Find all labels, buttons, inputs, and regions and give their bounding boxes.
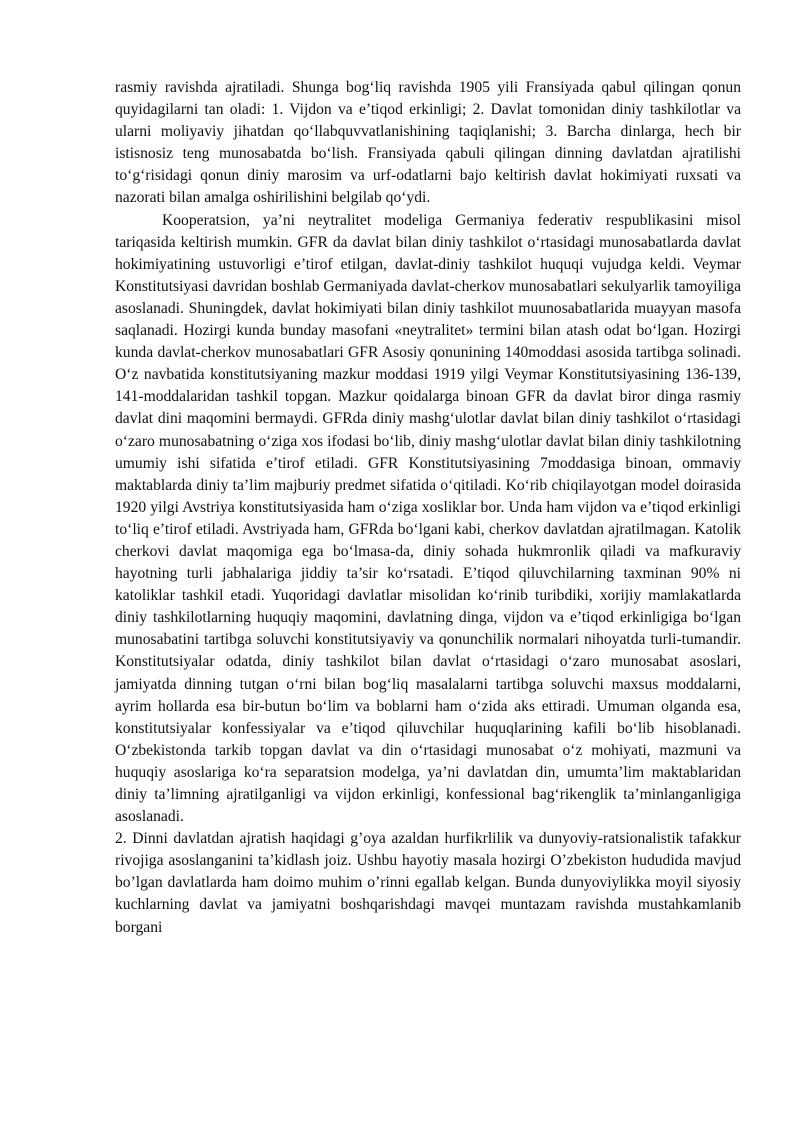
- paragraph-france-law: rasmiy ravishda ajratiladi. Shunga bog‘liq ravishda 1905 yili Fransiyada qabul qilingan qonun quyidagilarni tan oladi: 1. Vijdon va e’tiqod erkinligi; 2. Davlat tomonidan diniy tashkilotlar va ularni moliyaviy jihatdan qo‘llabquvvatlanishining taqiqlanishi; 3. Barcha dinlarga, hech bir istisnosiz teng munosabatda bo‘lish. Fransiyada qabuli qilingan dinning davlatdan ajratilishi to‘g‘risidagi qonun diniy marosim va urf-odatlarni bajo keltirish davlat hokimiyati ruxsati va nazorati bilan amalga oshirilishini belgilab qo‘ydi.: [115, 79, 741, 207]
- paragraph-separation-idea: 2. Dinni davlatdan ajratish haqidagi g’oya azaldan hurfikrlilik va dunyoviy-ratsionalistik tafakkur rivojiga asoslanganini ta’kidlash joiz. Ushbu hayotiy masala hozirgi O’zbekiston hududida mavjud bo’lgan davlatlarda ham doimo muhim o’rinni egallab kelgan. Bunda dunyoviylikka moyil siyosiy kuchlarning davlat va jamiyatni boshqarishdagi mavqei muntazam ravishda mustahkamlanib borgani: [115, 830, 741, 936]
- paragraph-cooperation-model: Kooperatsion, ya’ni neytralitet modeliga Germaniya federativ respublikasini misol tariqasida keltirish mumkin. GFR da davlat bilan diniy tashkilot o‘rtasidagi munosabatlarda davlat hokimiyatining ustuvorligi e’tirof etilgan, davlat-diniy tashkilot huquqi vujudga keldi. Veymar Konstitutsiyasi davridan boshlab Germaniyada davlat-cherkov munosabatlari sekulyarlik tamoyiliga asoslanadi. Shuningdek, davlat hokimiyati bilan diniy tashkilot muunosabatlarida muayyan masofa saqlanadi. Hozirgi kunda bunday masofani «neytralitet» termini bilan atash odat bo‘lgan. Hozirgi kunda davlat-cherkov munosabatlari GFR Asosiy qonunining 140moddasi asosida tartibga solinadi. O‘z navbatida konstitutsiyaning mazkur moddasi 1919 yilgi Veymar Konstitutsiyasining 136-139, 141-moddalaridan tashkil topgan. Mazkur qoidalarga binoan GFR da davlat biror dinga rasmiy davlat dini maqomini bermaydi. GFRda diniy mashg‘ulotlar davlat bilan diniy tashkilot o‘rtasidagi o‘zaro munosabatning o‘ziga xos ifodasi bo‘lib, diniy mashg‘ulotlar davlat bilan diniy tashkilotning umumiy ishi sifatida e’tirof etiladi. GFR Konstitutsiyasining 7moddasiga binoan, ommaviy maktablarda diniy ta’lim majburiy predmet sifatida o‘qitiladi. Ko‘rib chiqilayotgan model doirasida 1920 yilgi Avstriya konstitutsiyasida ham o‘ziga xosliklar bor. Unda ham vijdon va e’tiqod erkinligi to‘liq e’tirof etiladi. Avstriyada ham, GFRda bo‘lgani kabi, cherkov davlatdan ajratilmagan. Katolik cherkovi davlat maqomiga ega bo‘lmasa-da, diniy sohada hukmronlik qiladi va mafkuraviy hayotning turli jabhalariga jiddiy ta’sir ko‘rsatadi. E’tiqod qiluvchilarning taxminan 90% ni katoliklar tashkil etadi. Yuqoridagi davlatlar misolidan ko‘rinib turibdiki, xorijiy mamlakatlarda diniy tashkilotlarning huquqiy maqomini, davlatning dinga, vijdon va e’tiqod erkinligiga bo‘lgan munosabatini tartibga soluvchi konstitutsiyaviy va qonunchilik normalari nihoyatda turli-tumandir. Konstitutsiyalar odatda, diniy tashkilot bilan davlat o‘rtasidagi o‘zaro munosabat asoslari, jamiyatda dinning tutgan o‘rni bilan bog‘liq masalalarni tartibga soluvchi maxsus moddalarni, ayrim hollarda esa bir-butun bo‘lim va boblarni ham o‘zida aks ettiradi. Umuman olganda esa, konstitutsiyalar konfessiyalar va e’tiqod qiluvchilar huquqlarining kafili bo‘lib hisoblanadi. O‘zbekistonda tarkib topgan davlat va din o‘rtasidagi munosabat o‘z mohiyati, mazmuni va huquqiy asoslariga ko‘ra separatsion modelga, ya’ni davlatdan din, umumta’lim maktablaridan diniy ta’limning ajratilganligi va vijdon erkinligi, konfessional bag‘rikenglik ta’minlanganligiga asoslanadi.: [115, 211, 741, 826]
- document-page: [115, 77, 741, 939]
